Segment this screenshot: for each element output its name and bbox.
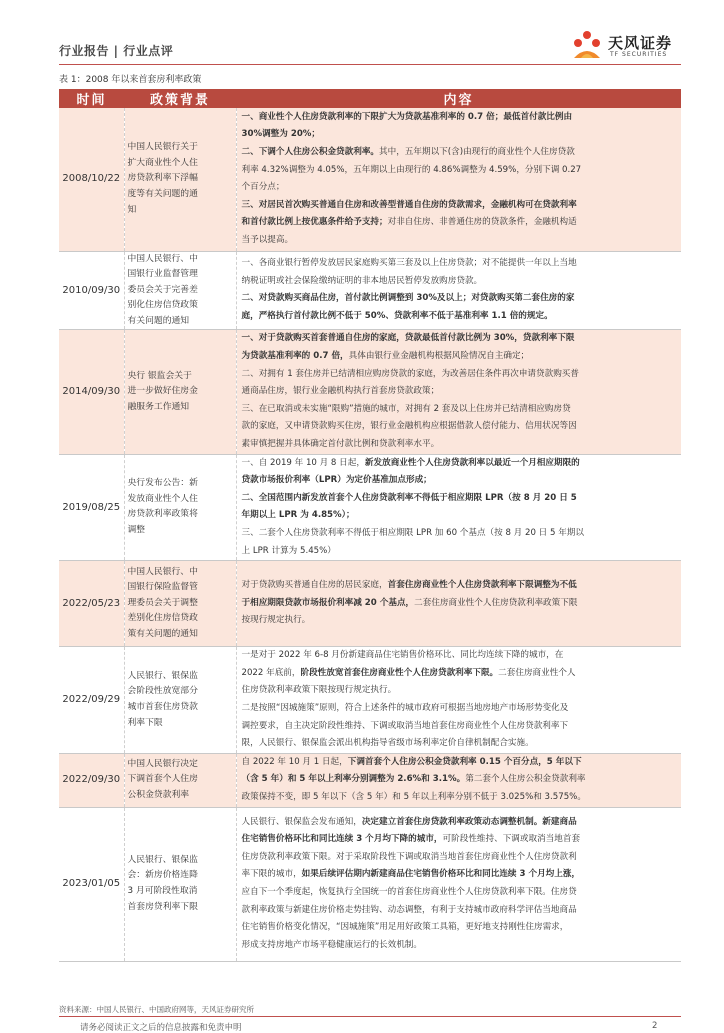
row-content (236, 251, 681, 330)
content-line (242, 197, 678, 215)
content-line (242, 214, 678, 232)
policy-line: 扩大商业性个人住 (127, 157, 198, 168)
content-line (242, 348, 678, 366)
policy-line: 会阶段性放宽部分 (127, 686, 198, 697)
policy-line: 调整 (127, 525, 146, 535)
content-segment: 限，人民银行、银保监会派出机构指导省级市场利率定价自律机制配合实施。 (241, 738, 534, 749)
content-bold-segment: 新发放商业性个人住房贷款利率以最近一个月相应期限的 (364, 457, 580, 468)
content-line (242, 682, 678, 700)
content-segment: 三、二套个人住房贷款利率不得低于相应期限 LPR 加 60 个基点（按 8 月 20 日 5 年期以 (241, 528, 584, 538)
content-segment: 其中，五年期以下(含)由现行的商业性个人住房贷款 (379, 147, 575, 158)
policy-line: 差别化住房信贷政 (127, 613, 198, 624)
row-content (236, 330, 681, 454)
content-line (242, 866, 678, 884)
content-line (242, 436, 678, 454)
row-date: 2008/10/22 (59, 108, 124, 251)
content-line (242, 789, 678, 807)
row-date: 2022/09/30 (59, 753, 124, 807)
content-segment: 第二套个人住房公积金贷款利率 (465, 774, 586, 785)
content-line (242, 366, 678, 384)
policy-line: 首套房贷利率下限 (127, 901, 198, 912)
row-date: 2023/01/05 (59, 807, 124, 961)
row-policy (124, 108, 236, 251)
policy-line: 利率下限 (127, 717, 163, 728)
content-bold-segment: 30%调整为 20%； (241, 129, 321, 140)
content-bold-segment: 一、对于贷款购买首套普通自住房的家庭，贷款最低首付款比例为 30%，贷款利率下限 (241, 333, 575, 344)
content-line (242, 647, 678, 665)
policy-line: 央行发布公告：新 (127, 478, 198, 489)
policy-line: 会：新房价格连降 (127, 870, 198, 881)
content-bold-segment: 三、对居民首次购买普通自住房和改善型普通自住房的贷款需求，金融机构可在贷款利率 (241, 199, 577, 210)
logo-text: 天风证券 (608, 34, 673, 52)
content-line (242, 814, 678, 832)
content-bold-segment: 阶段性放宽首套住房商业性个人住房贷款利率下限。 (300, 667, 499, 678)
content-line (242, 718, 678, 736)
row-policy (124, 251, 236, 330)
content-segment: 素审慎把握并具体确定首付款比例和贷款利率水平。 (241, 439, 440, 450)
content-line (242, 735, 678, 753)
column-header-content: 内容 (236, 89, 681, 108)
policy-line: 房贷款利率下浮幅 (127, 173, 198, 184)
content-segment: 率下限的城市， (241, 869, 302, 880)
content-segment: 调控要求，自主决定阶段性维持、下调或取消当地首套住房商业性个人住房贷款利率下 (241, 720, 569, 731)
row-date: 2022/05/23 (59, 561, 124, 647)
table-row (59, 647, 681, 754)
content-bold-segment: 一、商业性个人住房贷款利率的下限扩大为贷款基准利率的 0.7 倍；最低首付款比例由 (241, 111, 573, 122)
content-segment: 自 2022 年 10 月 1 日起， (241, 756, 348, 767)
content-line (242, 273, 678, 291)
column-header-time: 时间 (59, 89, 124, 108)
content-segment: 住房贷款利率政策下限按现行规定执行。 (241, 685, 397, 696)
content-segment: 一是对于 2022 年 6-8 月份新建商品住宅销售价格环比、同比均连续下降的城市，在 (241, 650, 564, 661)
content-bold-segment: 年期以上 LPR 为 4.85%）； (241, 510, 355, 521)
content-segment: 住房贷款利率政策下限。对于采取阶段性下调或取消当地首套住房商业性个人住房贷款利 (241, 851, 577, 862)
footer-divider (59, 1016, 681, 1017)
content-line (242, 700, 678, 718)
table-row (59, 108, 681, 251)
content-segment: 可阶段性维持、下调或取消当地首套 (442, 834, 581, 845)
content-bold-segment: 和首付款比例上按优惠条件给予支持； (241, 217, 388, 228)
content-bold-segment: 下调首套个人住房公积金贷款利率 0.15 个百分点，5 年以下 (347, 756, 582, 767)
row-content (236, 647, 681, 754)
content-segment: 二套住房商业性个人 (498, 667, 576, 678)
policy-line: 有关问题的通知 (127, 315, 190, 326)
content-segment: 二、对拥有 1 套住房并已结清相应购房贷款的家庭，为改善居住条件再次申请贷款购买普 (241, 368, 579, 379)
content-bold-segment: 庭，严格执行首付款比例不低于 50%、贷款利率不低于基准利率 1.1 倍的规定。 (241, 311, 553, 322)
policy-line: 融服务工作通知 (127, 401, 190, 412)
company-logo (570, 30, 680, 64)
content-segment: 应自下一个季度起，恢复执行全国统一的首套住房商业性个人住房贷款利率下限。 (241, 887, 551, 898)
row-date: 2014/09/30 (59, 330, 124, 454)
content-line (242, 902, 678, 920)
content-bold-segment: 二、下调个人住房公积金贷款利率。 (241, 147, 380, 158)
content-line (242, 308, 678, 326)
content-line (242, 595, 678, 613)
row-content (236, 807, 681, 961)
policy-line: 人民银行、银保监 (127, 670, 198, 681)
table-row (59, 561, 681, 647)
content-segment: 纳税证明或社会保险缴纳证明的非本地居民暂停发放购房贷款。 (241, 275, 483, 286)
content-segment: 二是按照“因城施策”原则，符合上述条件的城市政府可根据当地房地产市场形势变化及 (241, 702, 569, 713)
policy-line: 中国人民银行、中 (127, 566, 198, 577)
policy-line: 委员会关于完善差 (127, 284, 198, 295)
policy-line: 中国人民银行、中 (127, 253, 198, 264)
report-category: 行业报告 | 行业点评 (59, 44, 174, 58)
content-line (242, 330, 678, 348)
policy-line: 理委员会关于调整 (127, 597, 198, 608)
source-note: 资料来源：中国人民银行、中国政府网等，天风证券研究所 (59, 1005, 254, 1014)
policy-line: 发放商业性个人住 (127, 493, 198, 504)
content-line (242, 754, 678, 772)
content-line (242, 507, 678, 525)
content-line (242, 109, 678, 127)
content-line (242, 543, 678, 561)
content-bold-segment: 于相应期限贷款市场报价利率减 20 个基点， (241, 597, 415, 608)
logo-mark-icon (570, 30, 604, 62)
content-segment: 政策保持不变，即 5 年以下（含 5 年）和 5 年以上利率分别不低于 3.025%和 3.575%。 (241, 791, 586, 802)
policy-line: 度等有关问题的通 (127, 189, 198, 200)
row-policy (124, 807, 236, 961)
content-segment: 一、各商业银行暂停发放居民家庭购买第三套及以上住房贷款；对不能提供一年以上当地 (241, 258, 577, 269)
page-number: 2 (652, 1021, 658, 1031)
row-date: 2019/08/25 (59, 454, 124, 561)
row-policy (124, 330, 236, 454)
content-line (242, 126, 678, 144)
content-line (242, 144, 678, 162)
content-segment: 二套住房商业性个人住房贷款利率政策下限 (414, 597, 578, 608)
policy-line: 房贷款利率政策将 (127, 509, 198, 520)
content-bold-segment: 二、对贷款购买商品住房，首付款比例调整到 30%及以上；对贷款购买第二套住房的家 (241, 293, 575, 304)
content-segment: 利率 4.32%调整为 4.05%，五年期以上由现行的 4.86%调整为 4.59%，分别下调 0.27 (241, 164, 582, 175)
table-row (59, 807, 681, 961)
footer-disclaimer: 请务必阅读正文之后的信息披露和免责申明 (80, 1023, 242, 1033)
content-line (242, 455, 678, 473)
content-line (242, 849, 678, 867)
content-bold-segment: 贷款市场报价利率（LPR）为定价基准加点形成； (241, 475, 432, 486)
content-line (242, 472, 678, 490)
row-content (236, 753, 681, 807)
content-line (242, 884, 678, 902)
content-bold-segment: （含 5 年）和 5 年以上利率分别调整为 2.6%和 3.1%。 (241, 774, 466, 785)
content-line (242, 919, 678, 937)
content-segment: 按现行规定执行。 (241, 615, 311, 626)
table-row (59, 454, 681, 561)
content-line (242, 771, 678, 789)
policy-line: 进一步做好住房金 (127, 386, 198, 397)
content-line (242, 179, 678, 197)
content-segment: 个百分点； (241, 182, 285, 193)
table-row (59, 251, 681, 330)
content-bold-segment: 二、全国范围内新发放首套个人住房贷款利率不得低于相应期限 LPR（按 8 月 20 日 5 (241, 492, 577, 503)
table-row (59, 330, 681, 454)
content-line (242, 577, 678, 595)
row-date: 2010/09/30 (59, 251, 124, 330)
content-bold-segment: 如果后续评估期内新建商品住宅销售价格环比和同比连续 3 个月均上涨， (301, 869, 581, 880)
content-segment: 通商品住房，银行业金融机构执行首套房贷款政策； (241, 386, 440, 397)
policy-line: 公积金贷款利率 (127, 789, 190, 800)
content-line (242, 937, 678, 955)
policy-line: 3 月可阶段性取消 (127, 886, 198, 897)
content-bold-segment: 决定建立首套住房贷款利率政策动态调整机制。新建商品 (361, 816, 577, 827)
content-line (242, 290, 678, 308)
content-line (242, 401, 678, 419)
policy-line: 国银行业监督管理 (127, 269, 198, 280)
row-date: 2022/09/29 (59, 647, 124, 754)
content-line (242, 255, 678, 273)
policy-line: 策有关问题的通知 (127, 629, 198, 640)
logo-subtext: TF SECURITIES (610, 51, 668, 58)
content-line (242, 418, 678, 436)
content-segment: 对于贷款购买普通自住房的居民家庭， (241, 580, 388, 591)
policy-line: 央行 银监会关于 (127, 370, 192, 381)
content-line (242, 665, 678, 683)
content-bold-segment: 首套住房商业性个人住房贷款利率下限调整为不低 (387, 580, 577, 591)
policy-line: 人民银行、银保监 (127, 854, 198, 865)
row-content (236, 108, 681, 251)
content-segment: 上 LPR 计算为 5.45%） (241, 545, 336, 556)
content-line (242, 162, 678, 180)
content-segment: 对非自住房、非普通住房的贷款条件，金融机构适 (387, 217, 577, 228)
content-line (242, 232, 678, 250)
content-line (242, 383, 678, 401)
policy-line: 中国人民银行关于 (127, 142, 198, 153)
policy-line: 中国人民银行决定 (127, 758, 198, 769)
policy-line: 城市首套住房贷款 (127, 701, 198, 712)
content-segment: 三、在已取消或未实施“限购”措施的城市，对拥有 2 套及以上住房并已结清相应购房贷 (241, 403, 571, 414)
content-segment: 款的家庭，又申请贷款购买住房，银行业金融机构应根据借款人偿付能力、信用状况等因 (241, 421, 577, 432)
content-segment: 具体由银行业金融机构根据风险情况自主确定； (348, 351, 530, 362)
content-segment: 住房贷 (550, 887, 577, 898)
content-segment: 款利率政策与新建住房价格走势挂钩、动态调整，有利于支持城市政府科学评估当地商品 (241, 904, 577, 915)
content-segment: 一、自 2019 年 10 月 8 日起， (241, 457, 365, 468)
row-content (236, 454, 681, 561)
row-policy (124, 753, 236, 807)
content-segment: 2022 年底前， (241, 667, 301, 678)
policy-line: 国银行保险监督管 (127, 582, 198, 593)
policy-line: 知 (127, 204, 137, 215)
row-policy (124, 454, 236, 561)
table-header-row (59, 89, 681, 108)
content-line (242, 525, 678, 543)
table-row (59, 753, 681, 807)
row-content (236, 561, 681, 647)
policy-table (59, 89, 681, 962)
policy-line: 别化住房信贷政策 (127, 300, 198, 311)
content-line (242, 831, 678, 849)
content-bold-segment: 住宅销售价格环比和同比连续 3 个月均下降的城市， (241, 834, 443, 845)
content-line (242, 490, 678, 508)
content-line (242, 612, 678, 630)
table-caption: 表 1：2008 年以来首套房利率政策 (59, 75, 202, 85)
row-policy (124, 647, 236, 754)
policy-line: 下调首套个人住房 (127, 774, 198, 785)
content-segment: 形成支持房地产市场平稳健康运行的长效机制。 (241, 939, 422, 950)
content-segment: 住宅销售价格变化情况，“因城施策”用足用好政策工具箱，更好地支持刚性住房需求， (241, 922, 569, 933)
content-bold-segment: 为贷款基准利率的 0.7 倍， (241, 351, 349, 362)
content-segment: 当予以提高。 (241, 235, 294, 246)
header-divider (59, 64, 681, 65)
content-segment: 人民银行、银保监会发布通知， (241, 816, 362, 827)
column-header-policy: 政策背景 (124, 89, 236, 108)
row-policy (124, 561, 236, 647)
